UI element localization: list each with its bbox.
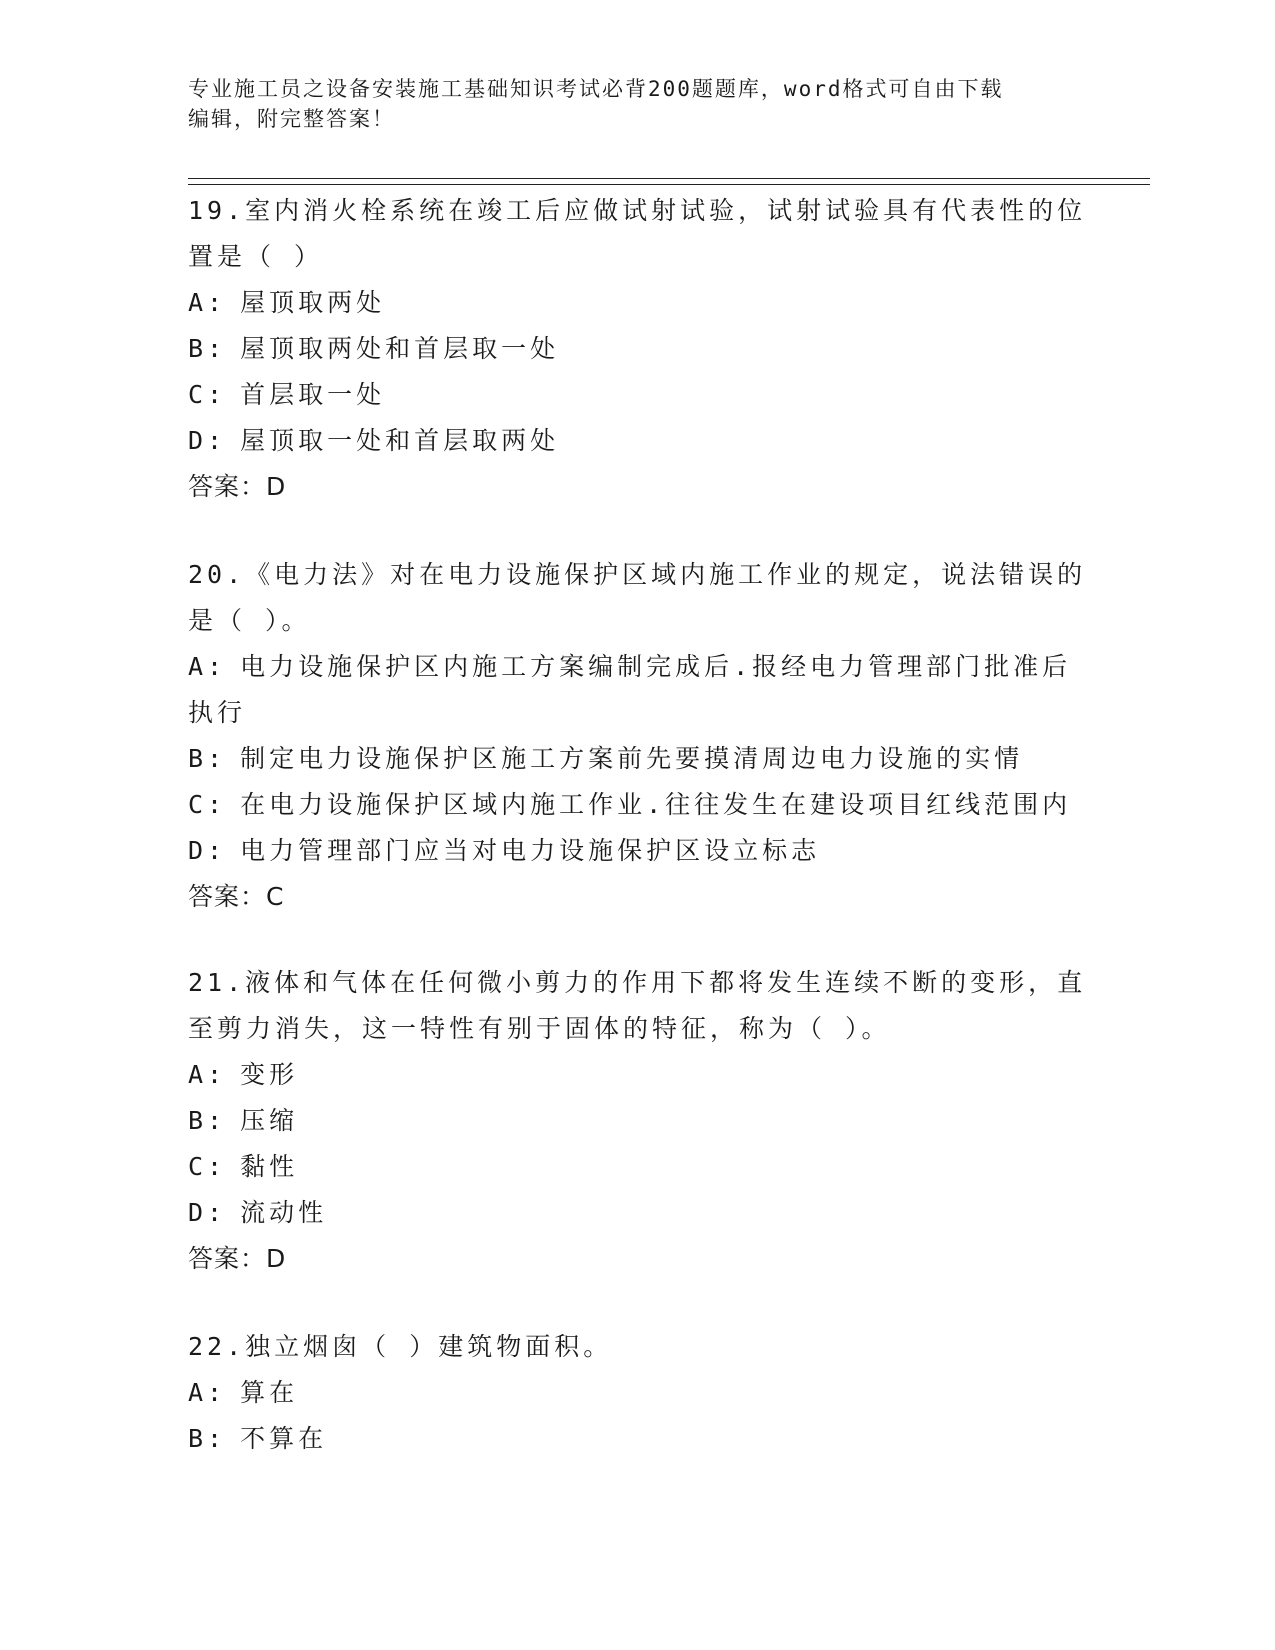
option-d <box>188 1190 1088 1236</box>
question-stem-line: 20.《电力法》对在电力设施保护区域内施工作业的规定，说法错误的 <box>188 560 1087 589</box>
document-header <box>188 74 1088 134</box>
question-stem-line: 至剪力消失，这一特性有别于固体的特征，称为（ ）。 <box>188 1014 891 1043</box>
header-divider-top <box>188 178 1150 179</box>
option-a-continued: 执行 <box>188 698 247 727</box>
question-stem-line: 置是（ ） <box>188 242 324 271</box>
option-c <box>188 782 1088 828</box>
question-19 <box>188 188 1088 510</box>
option-text: 算在 <box>240 1378 299 1407</box>
option-a <box>188 280 1088 326</box>
option-b <box>188 326 1088 372</box>
option-label: C: <box>188 380 227 409</box>
answer-line: 答案：D <box>188 1244 287 1273</box>
question-22 <box>188 1324 1088 1462</box>
option-label: D: <box>188 426 227 455</box>
option-b <box>188 736 1088 782</box>
option-label: C: <box>188 1152 227 1181</box>
option-d <box>188 828 1088 874</box>
option-label: B: <box>188 1106 227 1135</box>
option-label: A: <box>188 1060 227 1089</box>
question-stem-line: 19.室内消火栓系统在竣工后应做试射试验，试射试验具有代表性的位 <box>188 196 1087 225</box>
option-c <box>188 372 1088 418</box>
option-label: A: <box>188 288 227 317</box>
header-title-line2: 编辑，附完整答案！ <box>188 107 395 131</box>
option-text: 电力设施保护区内施工方案编制完成后.报经电力管理部门批准后 <box>240 652 1072 681</box>
option-d <box>188 418 1088 464</box>
question-stem-line: 21.液体和气体在任何微小剪力的作用下都将发生连续不断的变形，直 <box>188 968 1087 997</box>
option-label: B: <box>188 1424 227 1453</box>
option-text: 变形 <box>240 1060 299 1089</box>
option-label: C: <box>188 790 227 819</box>
option-a <box>188 644 1088 690</box>
option-a <box>188 1052 1088 1098</box>
option-text: 在电力设施保护区域内施工作业.往往发生在建设项目红线范围内 <box>240 790 1072 819</box>
option-text: 屋顶取一处和首层取两处 <box>240 426 560 455</box>
question-21 <box>188 960 1088 1282</box>
option-text: 屋顶取两处 <box>240 288 386 317</box>
option-label: A: <box>188 1378 227 1407</box>
option-text: 流动性 <box>240 1198 328 1227</box>
option-b <box>188 1416 1088 1462</box>
option-text: 黏性 <box>240 1152 299 1181</box>
option-label: B: <box>188 744 227 773</box>
header-title-line1: 专业施工员之设备安装施工基础知识考试必背200题题库，word格式可自由下载 <box>188 77 1004 101</box>
option-c <box>188 1144 1088 1190</box>
question-stem-line: 22.独立烟囱（ ）建筑物面积。 <box>188 1332 613 1361</box>
question-stem-line: 是（ ）。 <box>188 606 311 635</box>
option-text: 首层取一处 <box>240 380 386 409</box>
question-20 <box>188 552 1088 920</box>
option-b <box>188 1098 1088 1144</box>
option-text: 电力管理部门应当对电力设施保护区设立标志 <box>240 836 821 865</box>
option-label: D: <box>188 1198 227 1227</box>
answer-line: 答案：D <box>188 472 287 501</box>
option-text: 压缩 <box>240 1106 299 1135</box>
answer-line: 答案：C <box>188 882 285 911</box>
option-a <box>188 1370 1088 1416</box>
option-label: D: <box>188 836 227 865</box>
option-text: 不算在 <box>240 1424 328 1453</box>
option-label: B: <box>188 334 227 363</box>
option-label: A: <box>188 652 227 681</box>
option-text: 屋顶取两处和首层取一处 <box>240 334 560 363</box>
option-text: 制定电力设施保护区施工方案前先要摸清周边电力设施的实情 <box>240 744 1024 773</box>
header-divider-bottom <box>188 184 1150 185</box>
